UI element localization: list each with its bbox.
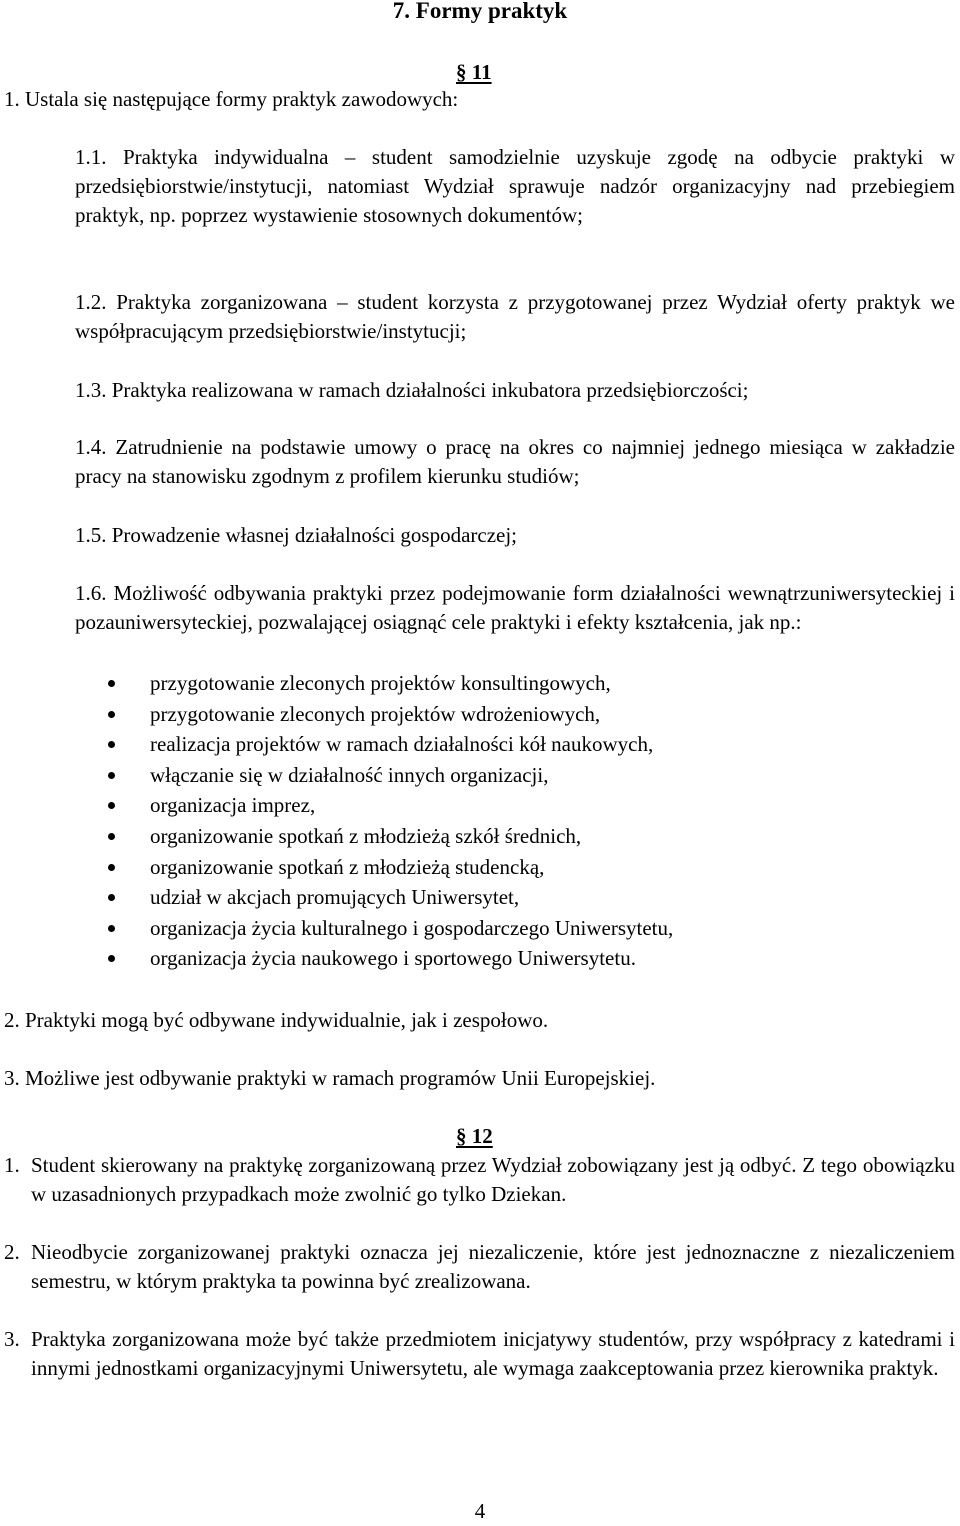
section-11-point-3: 3. Możliwe jest odbywanie praktyki w ramach programów Unii Europejskiej. (4, 1066, 656, 1090)
bullet-icon (108, 802, 115, 809)
list-item: organizacja życia kulturalnego i gospodarczego Uniwersytetu, (108, 914, 948, 945)
form-1-2: 1.2. Praktyka zorganizowana – student korzysta z przygotowanej przez Wydział oferty praktyk we współpracującym przedsiębiorstwie/instytucji; (75, 290, 955, 343)
bullet-icon (108, 680, 115, 687)
chapter-title: 7. Formy praktyk (392, 0, 568, 23)
bullet-icon (108, 711, 115, 718)
section-12-number-1: 1. (4, 1153, 20, 1177)
list-item: organizowanie spotkań z młodzieżą szkół średnich, (108, 822, 948, 853)
section-12-point-2: Nieodbycie zorganizowanej praktyki oznacza jej niezaliczenie, które jest jednoznaczne z niezaliczeniem semestru, w którym praktyka ta powinna być zrealizowana. (31, 1240, 955, 1293)
list-item: organizacja życia naukowego i sportowego Uniwersytetu. (108, 944, 948, 975)
list-item: organizowanie spotkań z młodzieżą studencką, (108, 853, 948, 884)
form-1-1: 1.1. Praktyka indywidualna – student samodzielnie uzyskuje zgodę na odbycie praktyki w przedsiębiorstwie/instytucji, natomiast Wydział sprawuje nadzór organizacyjny nad przebiegiem praktyk, np. poprzez wystawienie stosownych dokumentów; (75, 145, 955, 227)
section-11-point-2: 2. Praktyki mogą być odbywane indywidualnie, jak i zespołowo. (4, 1008, 549, 1032)
section-12-number-2: 2. (4, 1240, 20, 1264)
section-11-intro: 1. Ustala się następujące formy praktyk zawodowych: (4, 87, 459, 111)
form-1-6: 1.6. Możliwość odbywania praktyki przez podejmowanie form działalności wewnątrzuniwersyteckiej i pozauniwersyteckiej, pozwalającej osiągnąć cele praktyki i efekty kształcenia, jak np.: (75, 581, 955, 634)
section-12-point-3: Praktyka zorganizowana może być także przedmiotem inicjatywy studentów, przy współpracy z katedrami i innymi jednostkami organizacyjnymi Uniwersytetu, ale wymaga zaakceptowania przez kierownika praktyk. (31, 1327, 955, 1380)
list-item: przygotowanie zleconych projektów wdrożeniowych, (108, 700, 948, 731)
bullet-icon (108, 925, 115, 932)
page-number: 4 (474, 1499, 486, 1523)
bullet-icon (108, 741, 115, 748)
section-heading-12: § 12 (456, 1124, 493, 1148)
form-1-5: 1.5. Prowadzenie własnej działalności gospodarczej; (75, 523, 518, 547)
list-item: włączanie się w działalność innych organizacji, (108, 761, 948, 792)
list-item: przygotowanie zleconych projektów konsultingowych, (108, 669, 948, 700)
bullet-icon (108, 833, 115, 840)
activity-bullet-list (108, 669, 948, 975)
list-item: organizacja imprez, (108, 791, 948, 822)
section-12-point-1: Student skierowany na praktykę zorganizowaną przez Wydział zobowiązany jest ją odbyć. Z tego obowiązku w uzasadnionych przypadkach może zwolnić go tylko Dziekan. (31, 1153, 955, 1206)
section-12-number-3: 3. (4, 1327, 20, 1351)
form-1-4: 1.4. Zatrudnienie na podstawie umowy o pracę na okres co najmniej jednego miesiąca w zakładzie pracy na stanowisku zgodnym z profilem kierunku studiów; (75, 435, 955, 488)
list-item: udział w akcjach promujących Uniwersytet, (108, 883, 948, 914)
form-1-3: 1.3. Praktyka realizowana w ramach działalności inkubatora przedsiębiorczości; (75, 378, 749, 402)
bullet-icon (108, 864, 115, 871)
section-heading-11: § 11 (456, 60, 492, 84)
bullet-icon (108, 955, 115, 962)
list-item: realizacja projektów w ramach działalności kół naukowych, (108, 730, 948, 761)
bullet-icon (108, 772, 115, 779)
bullet-icon (108, 894, 115, 901)
